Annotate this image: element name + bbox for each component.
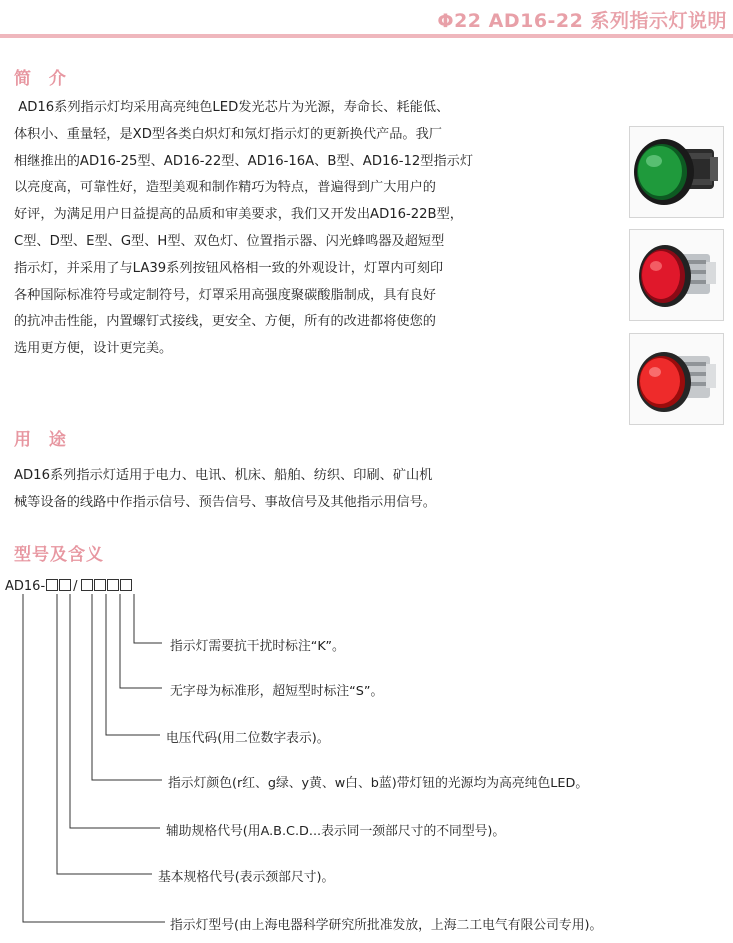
intro-line: 以亮度高，可靠性好，造型美观和制作精巧为特点，普遍得到广大用户的 <box>14 180 436 196</box>
model-prefix: AD16- <box>5 579 46 594</box>
model-desc-color: 指示灯颜色(r红、g绿、y黄、w白、b蓝)带灯钮的光源均为高亮纯色LED。 <box>168 776 589 791</box>
intro-line: 各种国际标准符号或定制符号，灯罩采用高强度聚碳酸脂制成，具有良好 <box>14 287 436 303</box>
usage-title: 用 途 <box>14 430 72 450</box>
usage-line: AD16系列指示灯适用于电力、电讯、机床、船舶、纺织、印刷、矿山机 <box>14 468 433 483</box>
usage-line: 械等设备的线路中作指示信号、预告信号、事故信号及其他指示用信号。 <box>14 494 436 510</box>
intro-line: 选用更方便，设计更完美。 <box>14 341 173 357</box>
model-desc-voltage: 电压代码(用二位数字表示)。 <box>166 731 330 746</box>
model-desc-basic: 基本规格代号(表示颈部尺寸)。 <box>158 870 335 885</box>
intro-line: 好评，为满足用户日益提高的品质和审美要求，我们又开发出AD16-22B型， <box>14 207 463 223</box>
header-title: Φ22 AD16-22 系列指示灯说明 <box>437 10 727 32</box>
model-title: 型号及含义 <box>14 545 104 565</box>
model-desc-aux: 辅助规格代号(用A.B.C.D...表示同一颈部尺寸的不同型号)。 <box>166 824 506 839</box>
model-desc-type: 指示灯型号(由上海电器科学研究所批准发放，上海二工电气有限公司专用)。 <box>170 918 603 933</box>
model-desc-k: 指示灯需要抗干扰时标注“K”。 <box>170 639 345 654</box>
intro-line: 体积小、重量轻，是XD型各类白炽灯和氖灯指示灯的更新换代产品。我厂 <box>14 126 442 142</box>
intro-line: C型、D型、E型、G型、H型、双色灯、位置指示器、闪光蜂鸣器及超短型 <box>14 233 445 249</box>
intro-line: 相继推出的AD16-25型、AD16-22型、AD16-16A、B型、AD16-12型指示灯 <box>14 153 474 169</box>
intro-title: 简 介 <box>14 69 72 89</box>
intro-line: 的抗冲击性能，内置螺钉式接线，更安全、方便，所有的改进都将使您的 <box>14 314 436 330</box>
intro-line: 指示灯，并采用了与LA39系列按钮风格相一致的外观设计，灯罩内可刻印 <box>14 260 444 276</box>
model-desc-s: 无字母为标准形，超短型时标注“S”。 <box>170 684 384 699</box>
model-separator: / <box>73 579 78 594</box>
intro-line: AD16系列指示灯均采用高亮纯色LED发光芯片为光源，寿命长、耗能低、 <box>14 100 450 115</box>
